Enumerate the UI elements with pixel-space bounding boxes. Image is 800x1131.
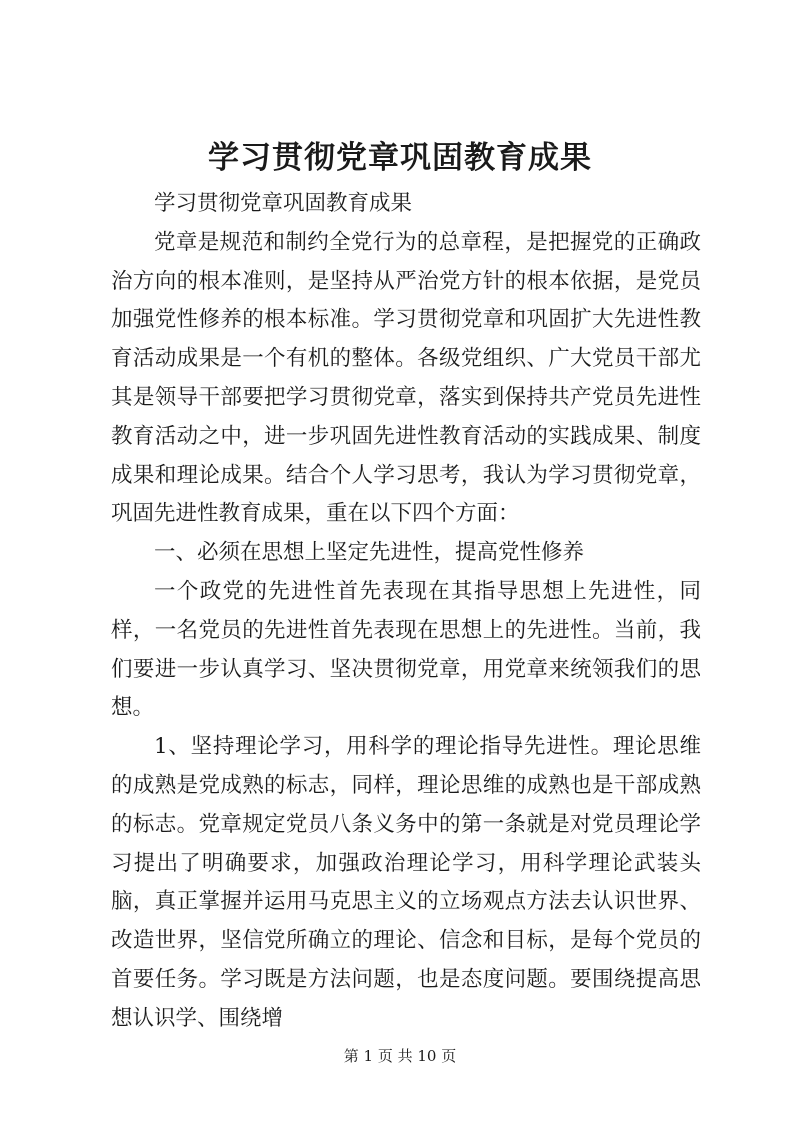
body-paragraph: 1、坚持理论学习，用科学的理论指导先进性。理论思维的成熟是党成熟的标志，同样，理论思维的成熟也是干部成熟的标志。党章规定党员八条义务中的第一条就是对党员理论学习提出了明确要求，加强政治理论学习，用科学理论武装头脑，真正掌握并运用马克思主义的立场观点方法去认识世界、改造世界，坚信党所确立的理论、信念和目标，是每个党员的首要任务。学习既是方法问题，也是态度问题。要围绕提高思想认识学、围绕增 bbox=[111, 734, 701, 1031]
intro-paragraph: 党章是规范和制约全党行为的总章程，是把握党的正确政治方向的根本准则，是坚持从严治党方针的根本依据，是党员加强党性修养的根本标准。学习贯彻党章和巩固扩大先进性教育活动成果是一个有机的整体。各级党组织、广大党员干部尤其是领导干部要把学习贯彻党章，落实到保持共产党员先进性教育活动之中，进一步巩固先进性教育活动的实践成果、制度成果和理论成果。结合个人学习思考，我认为学习贯彻党章，巩固先进性教育成果，重在以下四个方面： bbox=[111, 229, 701, 527]
document-body bbox=[111, 185, 701, 1039]
body-paragraph: 一个政党的先进性首先表现在其指导思想上先进性，同样，一名党员的先进性首先表现在思想上的先进性。当前，我们要进一步认真学习、坚决贯彻党章，用党章来统领我们的思想。 bbox=[111, 578, 701, 721]
subtitle-paragraph: 学习贯彻党章巩固教育成果 bbox=[154, 191, 413, 216]
document-title: 学习贯彻党章巩固教育成果 bbox=[208, 140, 592, 176]
section-heading: 一、必须在思想上坚定先进性，提高党性修养 bbox=[154, 540, 585, 566]
page-footer: 第 1 页 共 10 页 bbox=[343, 1047, 457, 1065]
